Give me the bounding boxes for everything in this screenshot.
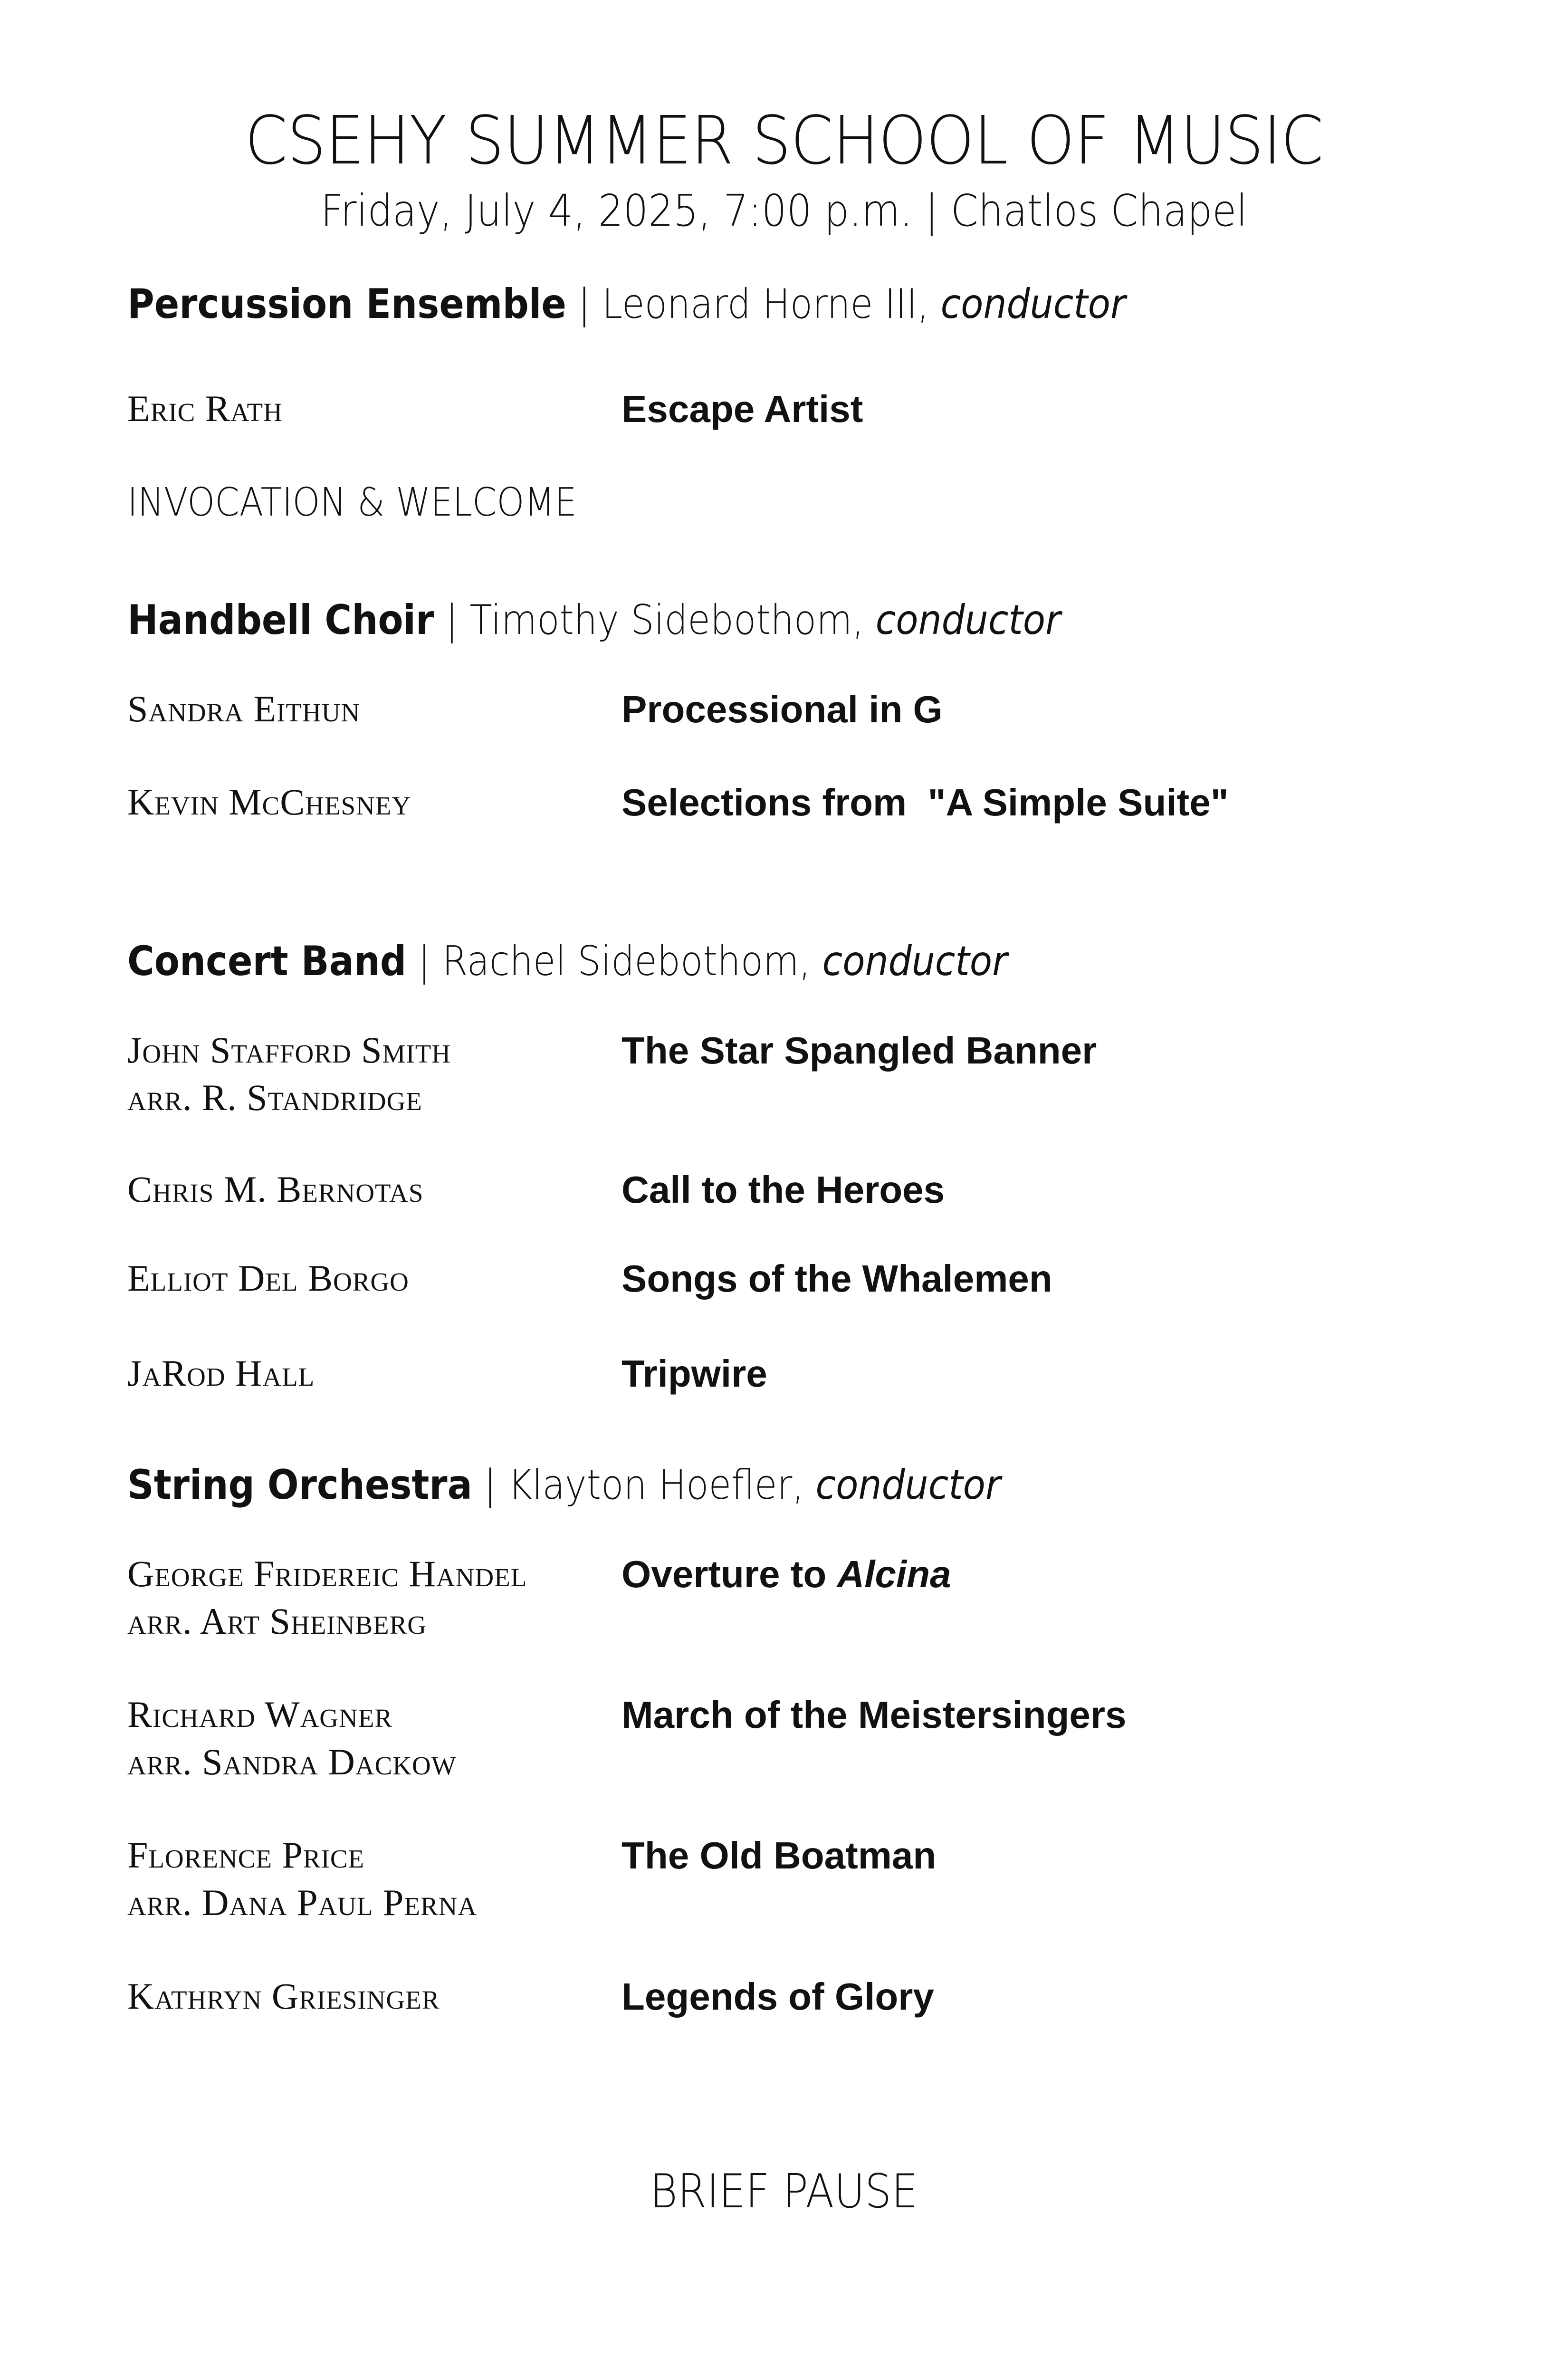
ensemble-name: Handbell Choir bbox=[127, 596, 434, 644]
piece-title: Songs of the Whalemen bbox=[621, 1257, 1052, 1300]
ensemble-name: Concert Band bbox=[127, 938, 407, 985]
ensemble-name: String Orchestra bbox=[127, 1461, 472, 1509]
conductor-role: conductor bbox=[940, 280, 1126, 328]
arranger: arr. Art Sheinberg bbox=[127, 1600, 427, 1642]
section-heading-concert-band bbox=[127, 938, 1007, 985]
conductor-name: Leonard Horne III, bbox=[602, 280, 941, 328]
brief-pause: BRIEF PAUSE bbox=[650, 2165, 918, 2219]
piece-title: The Star Spangled Banner bbox=[621, 1029, 1097, 1072]
piece-title: Legends of Glory bbox=[621, 1975, 934, 2018]
piece-title: Selections from "A Simple Suite" bbox=[621, 781, 1229, 824]
program-title: CSEHY SUMMER SCHOOL OF MUSIC bbox=[245, 102, 1323, 180]
composer: Sandra Eithun bbox=[127, 688, 361, 729]
section-heading-string-orchestra bbox=[127, 1461, 1001, 1509]
composer: JaRod Hall bbox=[127, 1352, 315, 1394]
conductor-role: conductor bbox=[875, 596, 1061, 644]
composer: Richard Wagner bbox=[127, 1694, 393, 1735]
section-heading-percussion bbox=[127, 280, 1126, 328]
piece-title: Escape Artist bbox=[621, 388, 863, 430]
separator: | bbox=[566, 280, 602, 328]
piece-title: The Old Boatman bbox=[621, 1834, 937, 1877]
ensemble-name: Percussion Ensemble bbox=[127, 280, 566, 328]
piece-title: Call to the Heroes bbox=[621, 1169, 945, 1211]
piece-title: Processional in G bbox=[621, 688, 943, 730]
invocation-welcome: INVOCATION & WELCOME bbox=[127, 480, 577, 525]
composer: Kathryn Griesinger bbox=[127, 1975, 440, 2017]
program-subtitle: Friday, July 4, 2025, 7:00 p.m. | Chatlos Chapel bbox=[320, 185, 1248, 236]
piece-title-italic: Alcina bbox=[837, 1553, 951, 1595]
composer: Chris M. Bernotas bbox=[127, 1169, 424, 1210]
composer: John Stafford Smith bbox=[127, 1029, 451, 1071]
piece-title: Tripwire bbox=[621, 1352, 767, 1395]
composer: George Fridereic Handel bbox=[127, 1553, 527, 1594]
piece-title-text: Overture to bbox=[621, 1553, 837, 1595]
section-heading-handbell bbox=[127, 596, 1061, 644]
composer: Kevin McChesney bbox=[127, 781, 411, 823]
separator: | bbox=[406, 938, 442, 985]
separator: | bbox=[472, 1461, 508, 1509]
composer: Eric Rath bbox=[127, 388, 283, 429]
composer: Elliot Del Borgo bbox=[127, 1257, 409, 1299]
separator: | bbox=[434, 596, 470, 644]
conductor-role: conductor bbox=[815, 1461, 1001, 1509]
conductor-role: conductor bbox=[822, 938, 1007, 985]
composer: Florence Price bbox=[127, 1834, 365, 1876]
conductor-name: Timothy Sidebothom, bbox=[469, 596, 876, 644]
piece-title: March of the Meistersingers bbox=[621, 1694, 1127, 1736]
arranger: arr. R. Standridge bbox=[127, 1077, 422, 1118]
conductor-name: Rachel Sidebothom, bbox=[442, 938, 822, 985]
arranger: arr. Sandra Dackow bbox=[127, 1741, 457, 1782]
conductor-name: Klayton Hoefler, bbox=[508, 1461, 816, 1509]
piece-title bbox=[621, 1552, 951, 1596]
arranger: arr. Dana Paul Perna bbox=[127, 1882, 478, 1923]
